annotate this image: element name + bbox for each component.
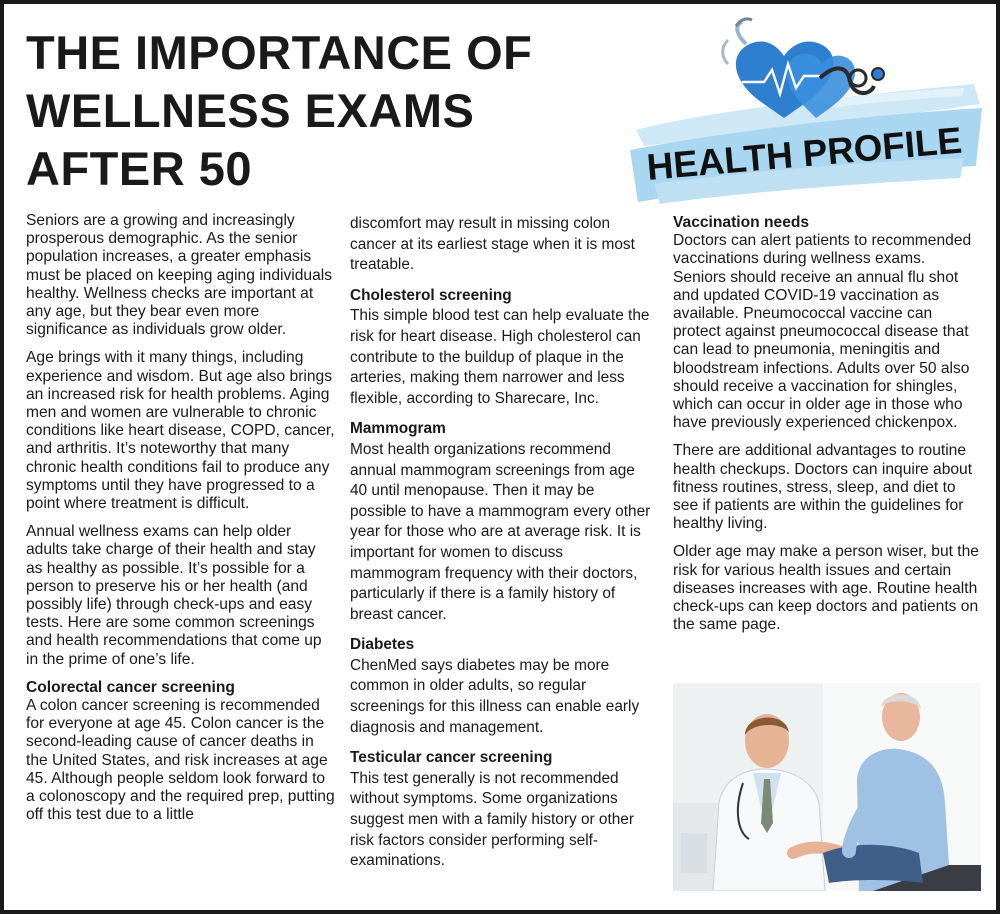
- age-risk-paragraph: Age brings with it many things, including experience and wisdom. But age also brings an increased risk for health problems. Aging men and women are vulnerable to chronic conditions like heart disease, COPD, cancer, and arthritis. It’s noteworthy that many chronic health conditions fail to produce any symptoms until they have progressed to a point where treatment is difficult.: [26, 349, 335, 513]
- column-3: [673, 214, 981, 644]
- testicular-heading: Testicular cancer screening: [350, 749, 553, 767]
- closing-paragraph: Older age may make a person wiser, but the risk for various health issues and certain diseases increases with age. Routine health check-ups can keep doctors and patients on the same page.: [673, 543, 979, 634]
- headline-line-3: AFTER 50: [26, 142, 252, 195]
- vaccination-text: Doctors can alert patients to recommended vaccinations during wellness exams. Seniors should receive an annual flu shot and updated COVID-19 vaccination as available. Pneumococcal vaccine can protect against pneumococcal disease that can lead to pneumonia, meningitis and bloodstream infections. Adults over 50 also should receive a vaccination for shingles, which can occur in older age in those who have previously experienced chickenpox.: [673, 232, 972, 432]
- headline: [26, 24, 626, 198]
- intro-paragraph: Seniors are a growing and increasingly prosperous demographic. As the senior population increases, a greater emphasis must be placed on keeping aging individuals healthy. Wellness checks are important at any age, but they bear even more significance as individuals grow older.: [26, 212, 333, 339]
- colorectal-text: A colon cancer screening is recommended for everyone at age 45. Colon cancer is the second-leading cause of cancer deaths in the United States, and risk increases at age 45. Although people seldom look forward to a colonoscopy and the required prep, putting off this test due to a little: [26, 697, 335, 824]
- cholesterol-heading: Cholesterol screening: [350, 286, 512, 304]
- vaccination-heading: Vaccination needs: [673, 214, 810, 231]
- column-1: [26, 212, 336, 835]
- advantages-paragraph: There are additional advantages to routine health checkups. Doctors can inquire about fitness routines, stress, sleep, and diet to see if patients are within the guidelines for healthy living.: [673, 442, 973, 533]
- colorectal-continued-text: discomfort may result in missing colon cancer at its earliest stage when it is most treatable.: [350, 215, 635, 274]
- mammogram-heading: Mammogram: [350, 420, 446, 438]
- headline-line-1: THE IMPORTANCE OF: [26, 26, 533, 79]
- diabetes-heading: Diabetes: [350, 636, 415, 654]
- column-2: [350, 214, 654, 872]
- cholesterol-text: This simple blood test can help evaluate the risk for heart disease. High cholesterol can contribute to the buildup of plaque in the arteries, making them narrower and less flexible, according to Sharecare, Inc.: [350, 307, 650, 407]
- headline-line-2: WELLNESS EXAMS: [26, 84, 475, 137]
- wellness-exams-paragraph: Annual wellness exams can help older adults take charge of their health and stay as healthy as possible. It’s possible for a person to preserve his or her health (and possibly life) through check-ups and easy tests. Here are some common screenings and health recommendations that come up in the prime of one’s life.: [26, 523, 322, 668]
- colorectal-heading: Colorectal cancer screening: [26, 678, 235, 696]
- diabetes-text: ChenMed says diabetes may be more common in older adults, so regular screenings for this illness can enable early diagnosis and management.: [350, 656, 640, 736]
- mammogram-text: Most health organizations recommend annual mammogram screenings from age 40 until menopause. Then it may be possible to have a mammogram every other year for those who are at average risk. It is important for women to discuss mammogram frequency with their doctors, particularly if there is a family history of breast cancer.: [350, 440, 651, 623]
- doctor-patient-photo: [673, 683, 981, 891]
- health-profile-label: HEALTH PROFILE: [645, 119, 966, 188]
- health-profile-badge: [624, 12, 986, 214]
- testicular-text: This test generally is not recommended without symptoms. Some organizations suggest men with a family history or other risk factors consider performing self-examinations.: [350, 769, 634, 870]
